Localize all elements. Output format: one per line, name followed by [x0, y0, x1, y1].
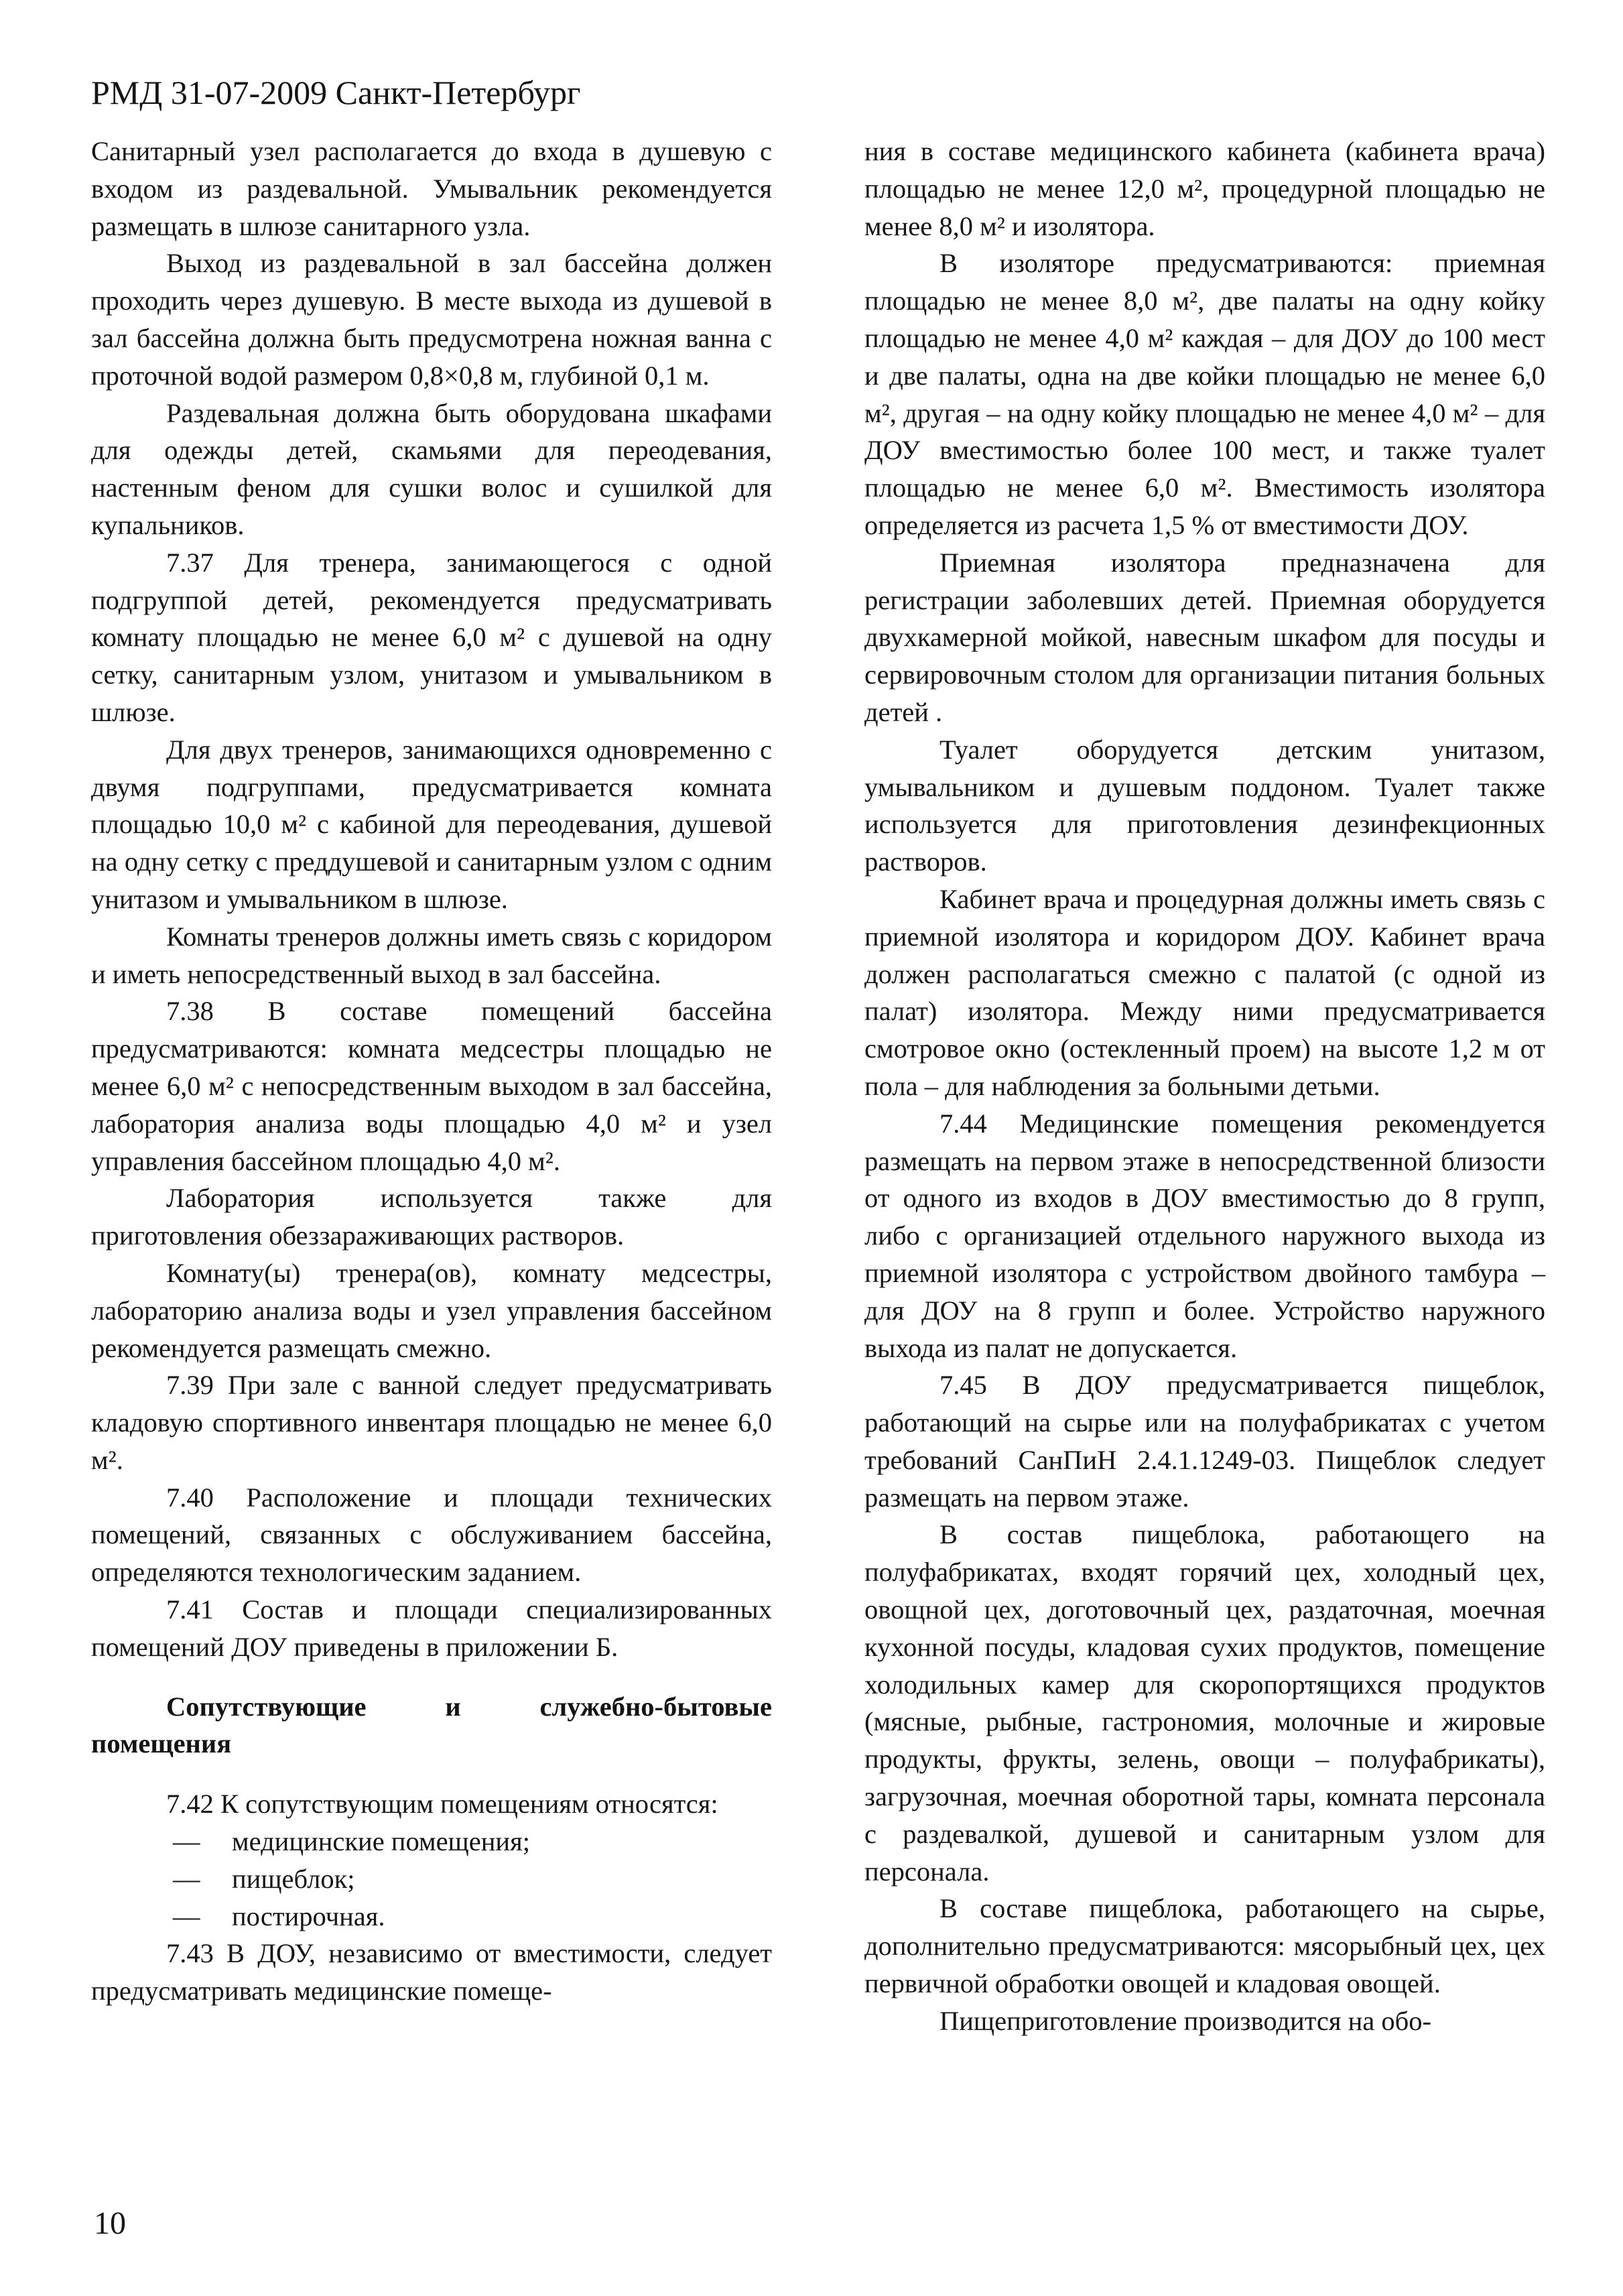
- paragraph: 7.39 При зале с ванной следует предусматривать кладовую спортивного инвентаря площадью не менее 6,0 м².: [91, 1370, 772, 1475]
- paragraph: В составе пищеблока, работающего на сырье, дополнительно предусматриваются: мясорыбный цех, цех первичной обработки овощей и кладовая овощей.: [864, 1893, 1545, 1999]
- list-dash: —: [173, 1901, 200, 1931]
- paragraph: Приемная изолятора предназначена для регистрации заболевших детей. Приемная оборудуется двухкамерной мойкой, навесным шкафом для посуды и сервировочным столом для организации питания больных детей .: [864, 547, 1545, 727]
- list-item: [91, 1823, 772, 1860]
- paragraph: 7.37 Для тренера, занимающегося с одной подгруппой детей, рекомендуется предусматривать комнату площадью не менее 6,0 м² с душевой на одну сетку, санитарным узлом, унитазом и умывальником в шлюзе.: [91, 547, 772, 727]
- list-item-text: постирочная.: [232, 1901, 385, 1931]
- paragraph: Туалет оборудуется детским унитазом, умывальником и душевым поддоном. Туалет также используется для приготовления дезинфекционных растворов.: [864, 734, 1545, 877]
- left-column: [91, 133, 772, 2010]
- list-item: [91, 1860, 772, 1898]
- page-header: РМД 31-07-2009 Санкт-Петербург: [91, 74, 581, 111]
- right-column: [864, 133, 1545, 2040]
- paragraph: Санитарный узел располагается до входа в душевую с входом из раздевальной. Умывальник рекомендуется размещать в шлюзе санитарного узла.: [91, 136, 772, 241]
- paragraph: Выход из раздевальной в зал бассейна должен проходить через душевую. В месте выхода из душевой в зал бассейна должна быть предусмотрена ножная ванна с проточной водой размером 0,8×0,8 м, глубиной 0,1 м.: [91, 248, 772, 391]
- paragraph: В изоляторе предусматриваются: приемная площадью не менее 8,0 м², две палаты на одну койку площадью не менее 4,0 м² каждая – для ДОУ до 100 мест и две палаты, одна на две койки площадью не менее 6,0 м², другая – на одну койку площадью не менее 4,0 м² – для ДОУ вместимостью более 100 мест, и также туалет площадью не менее 6,0 м². Вместимость изолятора определяется из расчета 1,5 % от вместимости ДОУ.: [864, 248, 1545, 540]
- list-item-text: медицинские помещения;: [232, 1826, 530, 1857]
- paragraph: ния в составе медицинского кабинета (кабинета врача) площадью не менее 12,0 м², процедурной площадью не менее 8,0 м² и изолятора.: [864, 136, 1545, 241]
- paragraph: Для двух тренеров, занимающихся одновременно с двумя подгруппами, предусматривается комната площадью 10,0 м² с кабиной для переодевания, душевой на одну сетку с преддушевой и санитарным узлом с одним унитазом и умывальником в шлюзе.: [91, 734, 772, 914]
- paragraph: Комнату(ы) тренера(ов), комнату медсестры, лабораторию анализа воды и узел управления бассейном рекомендуется размещать смежно.: [91, 1257, 772, 1363]
- paragraph: 7.43 В ДОУ, независимо от вместимости, следует предусматривать медицинские помеще-: [91, 1938, 772, 2006]
- paragraph: 7.40 Расположение и площади технических помещений, связанных с обслуживанием бассейна, определяются технологическим заданием.: [91, 1482, 772, 1588]
- paragraph: Раздевальная должна быть оборудована шкафами для одежды детей, скамьями для переодевания, настенным феном для сушки волос и сушилкой для купальников.: [91, 397, 772, 540]
- list-item: [91, 1898, 772, 1935]
- list-dash: —: [173, 1826, 200, 1857]
- paragraph: В состав пищеблока, работающего на полуфабрикатах, входят горячий цех, холодный цех, овощной цех, доготовочный цех, раздаточная, моечная кухонной посуды, кладовая сухих продуктов, помещение холодильных камер для скоропортящихся продуктов (мясные, рыбные, гастрономия, молочные и жировые продукты, фрукты, зелень, овощи – полуфабрикаты), загрузочная, моечная оборотной тары, комната персонала с раздевалкой, душевой и санитарным узлом для персонала.: [864, 1519, 1545, 1887]
- paragraph: 7.41 Состав и площади специализированных помещений ДОУ приведены в приложении Б.: [91, 1594, 772, 1662]
- paragraph: Пищеприготовление производится на обо-: [939, 2005, 1431, 2036]
- paragraph: 7.45 В ДОУ предусматривается пищеблок, работающий на сырье или на полуфабрикатах с учетом требований СанПиН 2.4.1.1249-03. Пищеблок следует размещать на первом этаже.: [864, 1370, 1545, 1513]
- list: [91, 1823, 772, 1935]
- list-item-text: пищеблок;: [232, 1863, 355, 1894]
- paragraph: Комнаты тренеров должны иметь связь с коридором и иметь непосредственный выход в зал бассейна.: [91, 921, 772, 989]
- list-dash: —: [173, 1863, 200, 1894]
- paragraph: Кабинет врача и процедурная должны иметь связь с приемной изолятора и коридором ДОУ. Кабинет врача должен располагаться смежно с палатой (с одной из палат) изолятора. Между ними предусматривается смотровое окно (остекленный проем) на высоте 1,2 м от пола – для наблюдения за больными детьми.: [864, 883, 1545, 1101]
- paragraph: 7.38 В составе помещений бассейна предусматриваются: комната медсестры площадью не менее 6,0 м² с непосредственным выходом в зал бассейна, лаборатория анализа воды площадью 4,0 м² и узел управления бассейном площадью 4,0 м².: [91, 996, 772, 1176]
- page-number: 10: [94, 2206, 126, 2241]
- paragraph: Лаборатория используется также для приготовления обеззараживающих растворов.: [91, 1183, 772, 1251]
- paragraph: 7.44 Медицинские помещения рекомендуется размещать на первом этаже в непосредственной близости от одного из входов в ДОУ вместимостью до 8 групп, либо с организацией отдельного наружного выхода из приемной изолятора с устройством двойного тамбура – для ДОУ на 8 групп и более. Устройство наружного выхода из палат не допускается.: [864, 1108, 1545, 1363]
- section-heading: Сопутствующие и служебно-бытовые помещения: [91, 1691, 772, 1759]
- paragraph: 7.42 К сопутствующим помещениям относятся:: [166, 1789, 718, 1820]
